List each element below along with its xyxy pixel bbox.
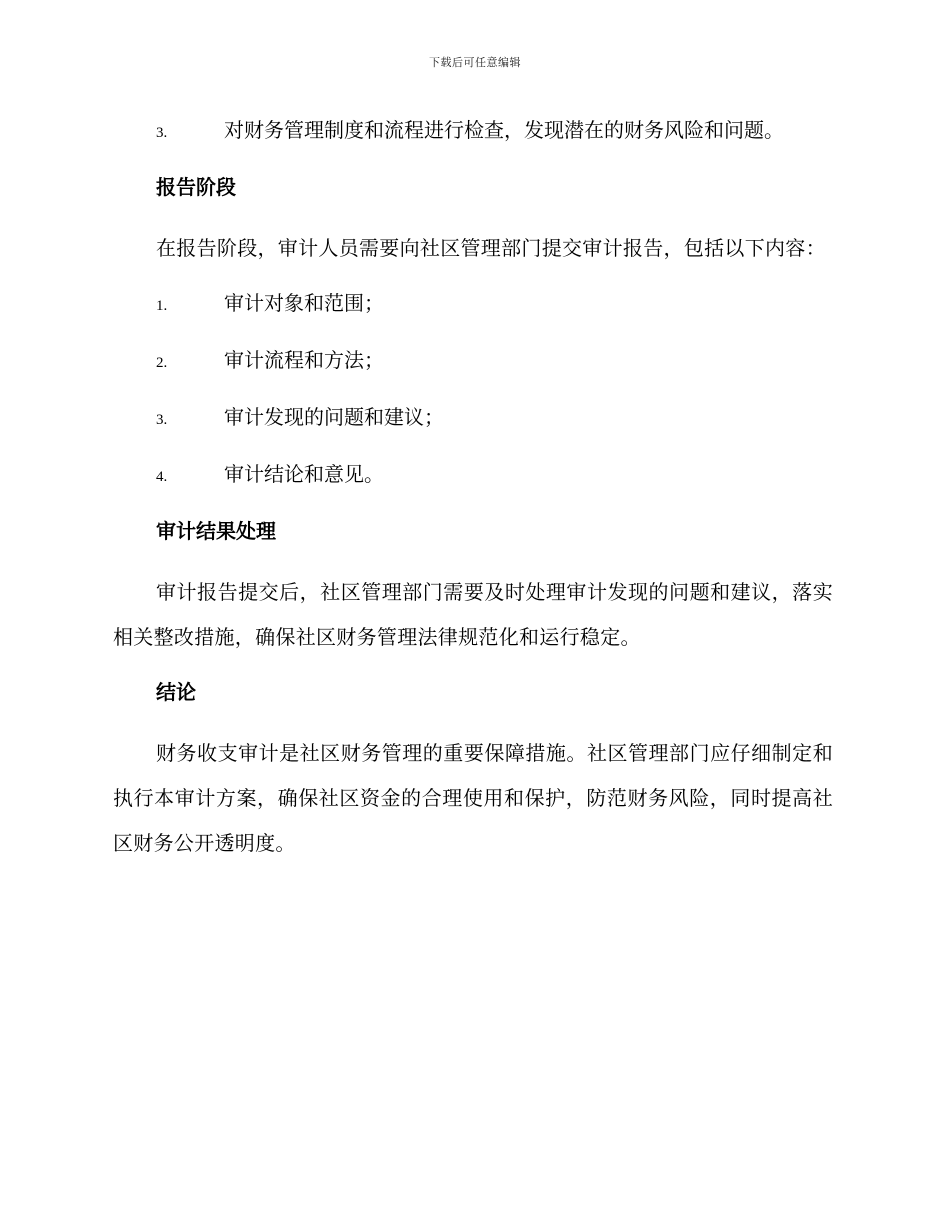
list-number: 1. <box>156 298 168 314</box>
list-item <box>113 399 833 435</box>
list-number: 3. <box>156 412 168 428</box>
list-text: 审计对象和范围； <box>224 291 384 315</box>
conclusion-paragraph: 财务收支审计是社区财务管理的重要保障措施。社区管理部门应仔细制定和执行本审计方案，确保社区资金的合理使用和保护，防范财务风险，同时提高社区财务公开透明度。 <box>113 741 833 855</box>
list-number: 2. <box>156 355 168 371</box>
list-text: 审计流程和方法； <box>224 348 384 372</box>
list-item <box>113 456 833 492</box>
list-text: 审计发现的问题和建议； <box>224 405 444 429</box>
list-text: 审计结论和意见。 <box>224 462 384 486</box>
list-number: 4. <box>156 469 168 485</box>
list-item <box>113 342 833 378</box>
section-heading-result-handling: 审计结果处理 <box>156 519 276 543</box>
report-stage-intro: 在报告阶段，审计人员需要向社区管理部门提交审计报告，包括以下内容： <box>156 236 826 260</box>
list-item <box>113 112 833 148</box>
result-handling-paragraph: 审计报告提交后，社区管理部门需要及时处理审计发现的问题和建议，落实相关整改措施，确保社区财务管理法律规范化和运行稳定。 <box>113 580 833 649</box>
header-note: 下载后可任意编辑 <box>429 56 521 69</box>
list-number: 3. <box>156 125 168 141</box>
document-body <box>113 112 833 878</box>
list-text: 对财务管理制度和流程进行检查，发现潜在的财务风险和问题。 <box>224 118 784 142</box>
section-heading-conclusion: 结论 <box>156 680 196 704</box>
section-heading-report-stage: 报告阶段 <box>156 175 236 199</box>
list-item <box>113 285 833 321</box>
